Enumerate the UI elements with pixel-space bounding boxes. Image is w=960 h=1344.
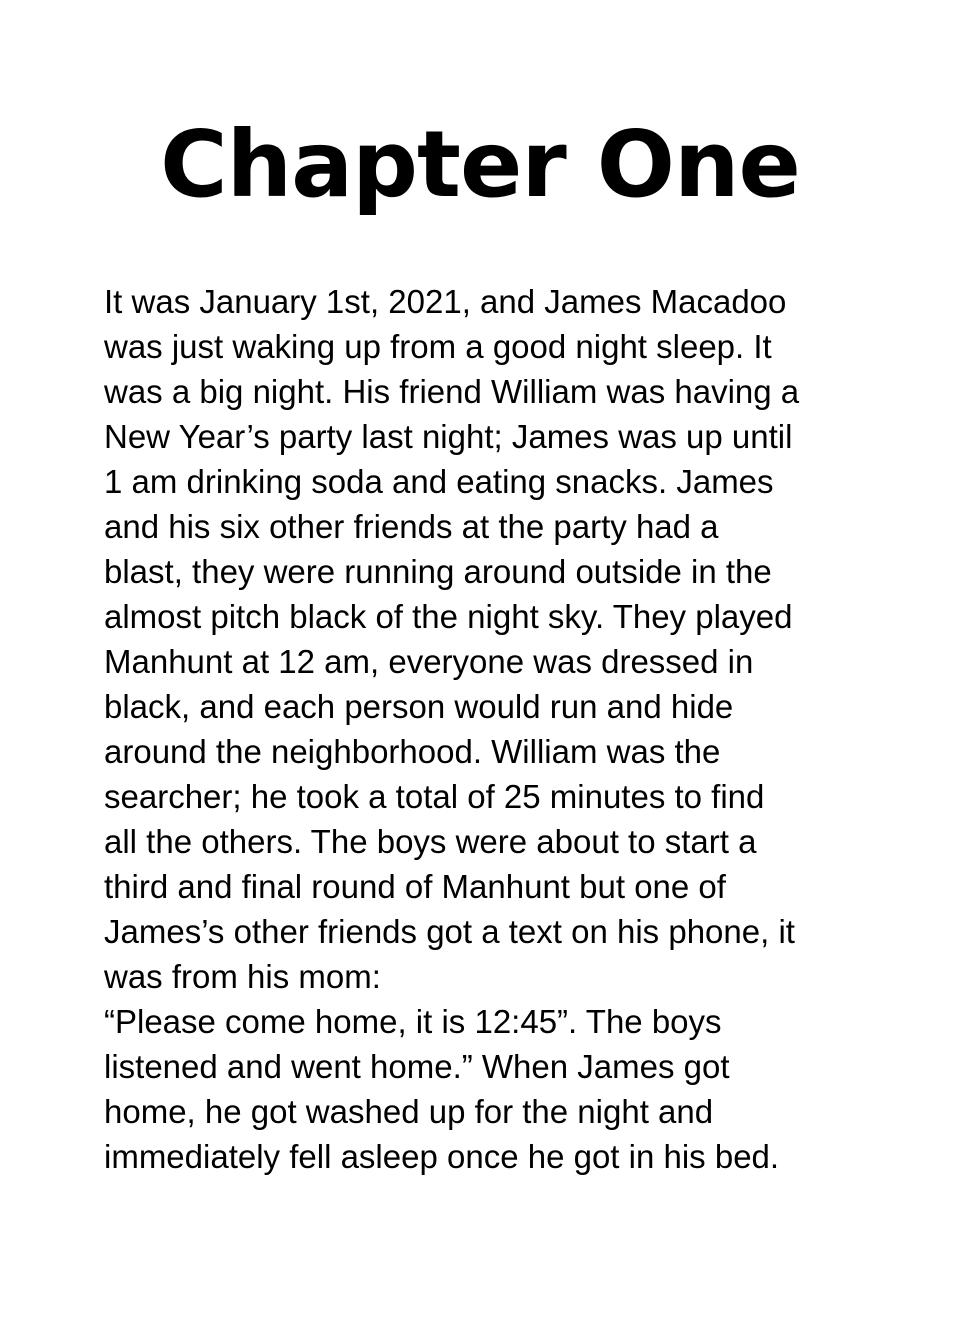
paragraph-line: 1 am drinking soda and eating snacks. James xyxy=(104,463,774,500)
paragraph-line: blast, they were running around outside in the xyxy=(104,553,772,590)
paragraph-line: It was January 1st, 2021, and James Macadoo xyxy=(104,283,787,320)
paragraph-line: immediately fell asleep once he got in his bed. xyxy=(104,1138,780,1175)
paragraph-line: was just waking up from a good night sleep. It xyxy=(104,328,772,365)
paragraph-line: was a big night. His friend William was having a xyxy=(104,373,800,410)
chapter-title: Chapter One xyxy=(160,111,800,218)
paragraph-line: listened and went home.” When James got xyxy=(104,1048,730,1085)
chapter-paragraph xyxy=(104,279,864,1179)
paragraph-line: “Please come home, it is 12:45”. The boys xyxy=(104,1003,722,1040)
paragraph-line: almost pitch black of the night sky. They played xyxy=(104,598,793,635)
paragraph-line: searcher; he took a total of 25 minutes to find xyxy=(104,778,765,815)
paragraph-line: James’s other friends got a text on his phone, it xyxy=(104,913,795,950)
paragraph-line: and his six other friends at the party had a xyxy=(104,508,719,545)
paragraph-line: Manhunt at 12 am, everyone was dressed in xyxy=(104,643,754,680)
paragraph-line: third and final round of Manhunt but one of xyxy=(104,868,726,905)
paragraph-line: black, and each person would run and hide xyxy=(104,688,734,725)
paragraph-line: around the neighborhood. William was the xyxy=(104,733,721,770)
paragraph-line: New Year’s party last night; James was up until xyxy=(104,418,793,455)
paragraph-line: home, he got washed up for the night and xyxy=(104,1093,714,1130)
paragraph-line: all the others. The boys were about to start a xyxy=(104,823,757,860)
paragraph-line: was from his mom: xyxy=(104,958,381,995)
